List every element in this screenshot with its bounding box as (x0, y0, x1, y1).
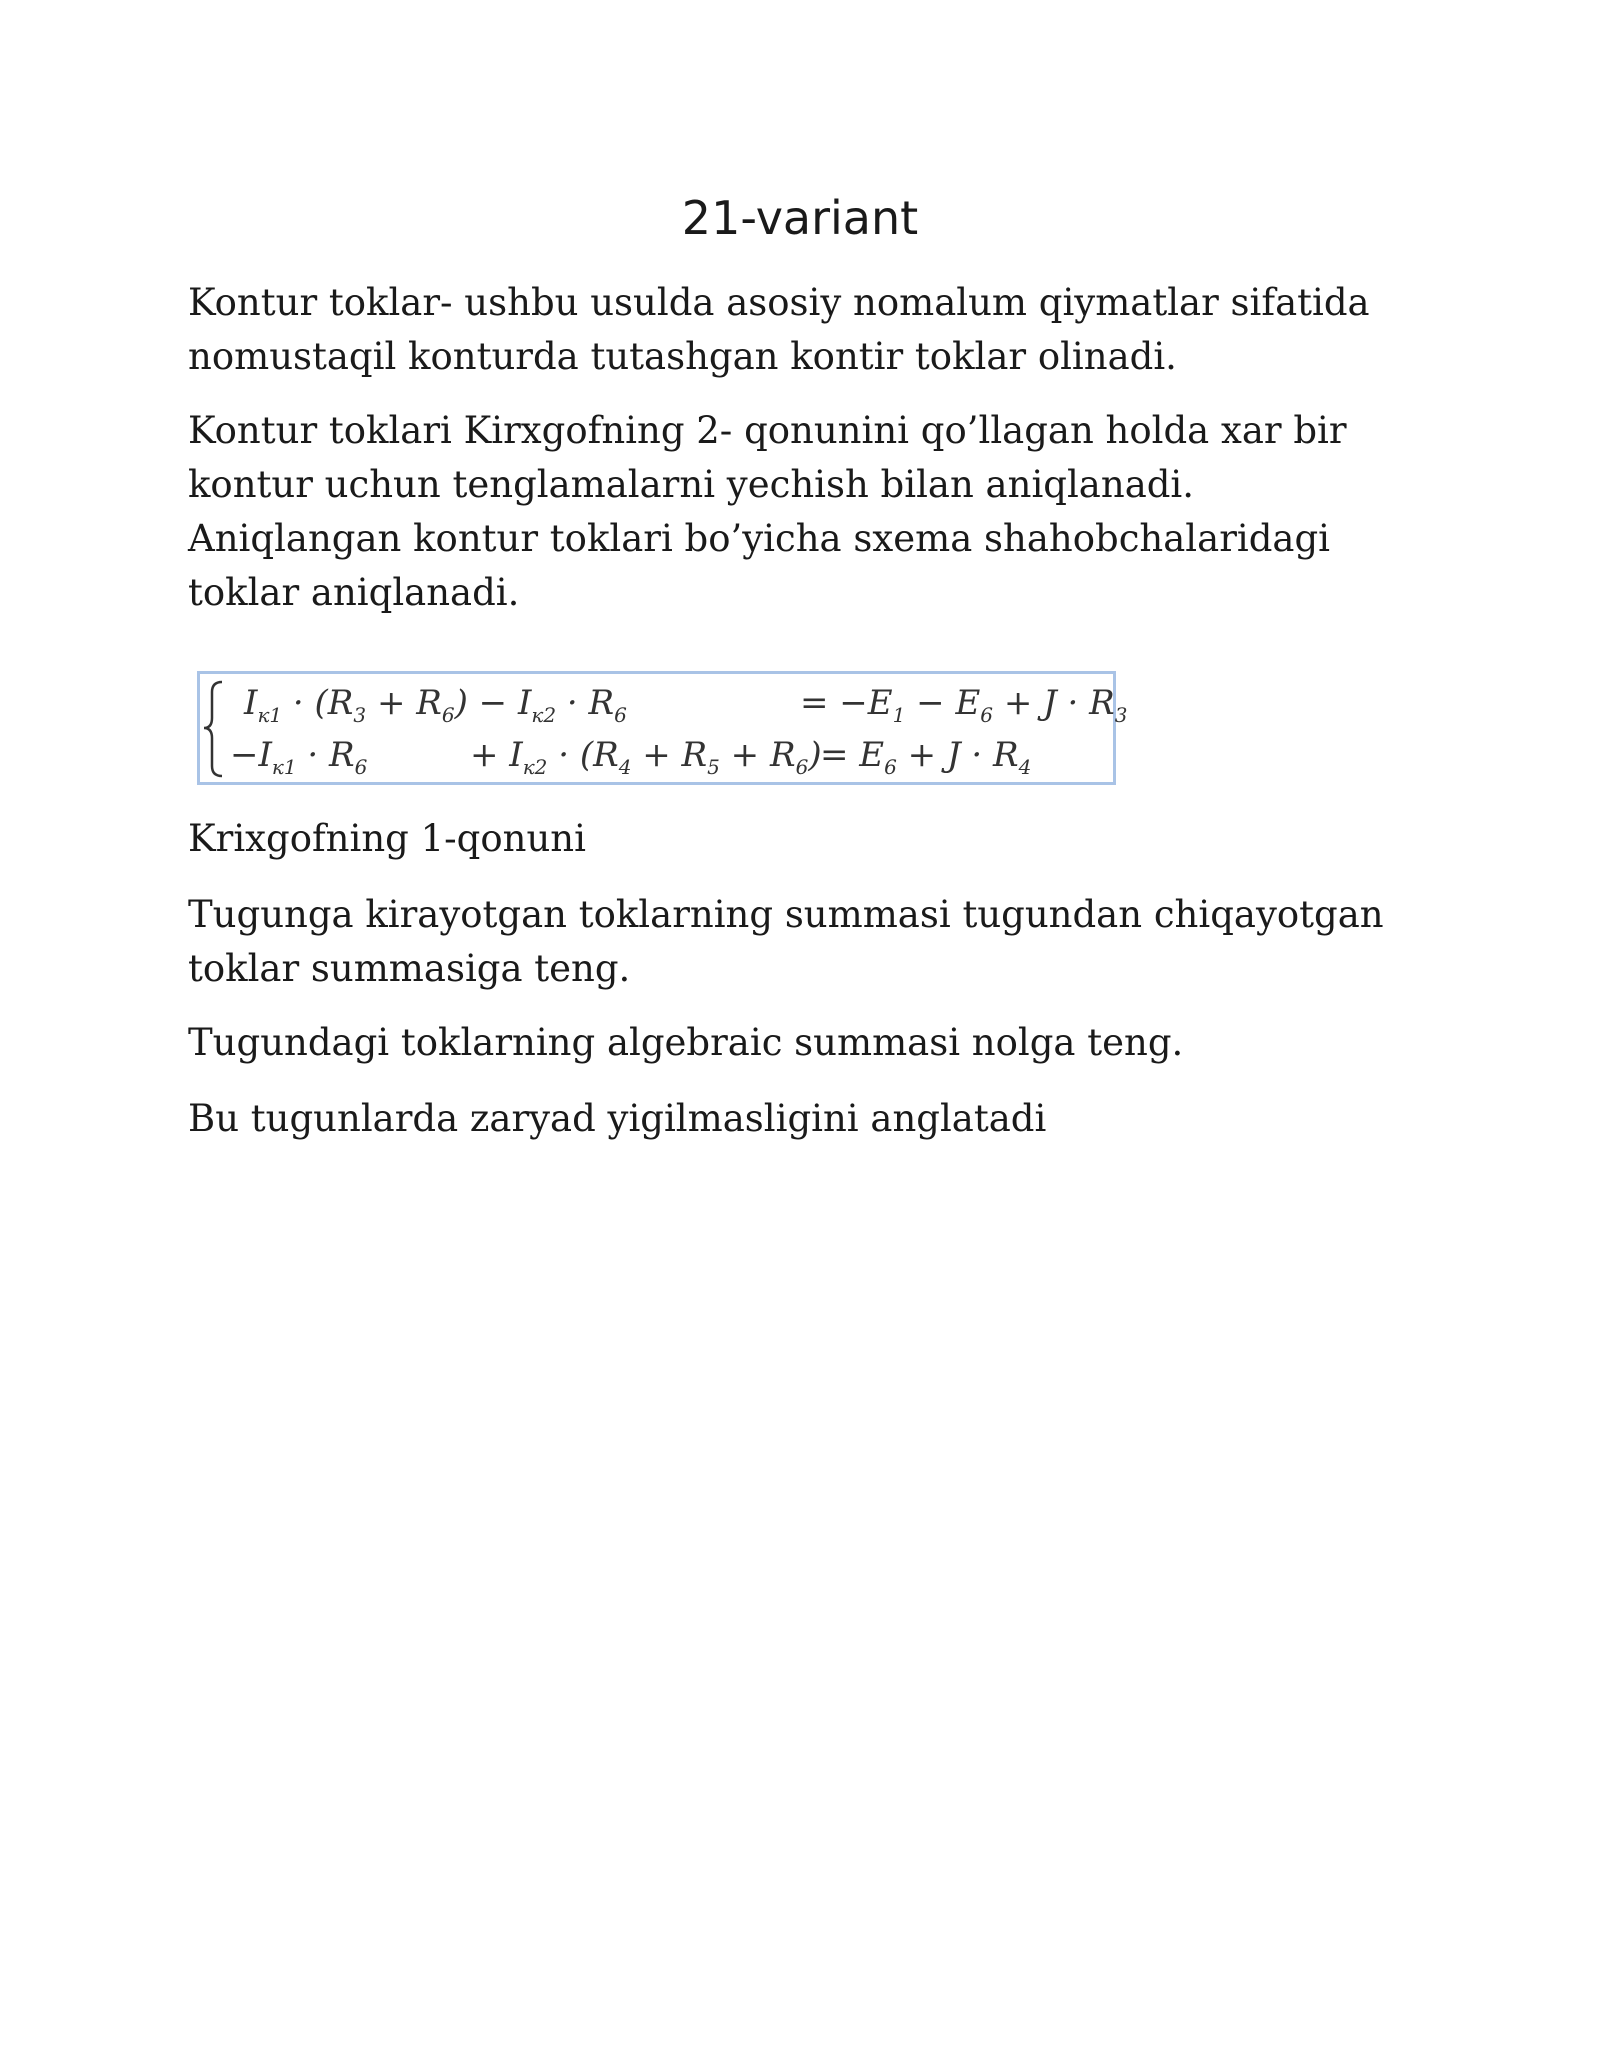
paragraph-kirchhoff-second-law (188, 404, 1418, 620)
heading-kirchhoff-first-law (188, 812, 1418, 866)
paragraph-text: Kontur toklar- ushbu usulda asosiy nomalum qiymatlar sifatida nomustaqil konturda tutashgan kontir toklar olinadi. (188, 281, 1370, 378)
equation-line2-middle: + $I_{к2} \cdot (R_4 + R_5 + R_6)$ (470, 735, 822, 779)
page-title: 21-variant (681, 191, 919, 245)
paragraph-text: Tugunga kirayotgan toklarning summasi tugundan chiqayotgan toklar summasiga teng. (188, 893, 1384, 990)
paragraph-algebraic-sum (188, 1016, 1418, 1070)
paragraph-text: Krixgofning 1-qonuni (188, 817, 586, 860)
left-brace-icon (204, 682, 222, 776)
paragraph-text: Tugundagi toklarning algebraic summasi nolga teng. (188, 1021, 1184, 1064)
paragraph-charge-accumulation (188, 1092, 1418, 1146)
equation-line1-left: $I_{к1} \cdot (R_3 + R_6) - I_{к2} \cdot R_6$ (244, 683, 627, 727)
equation-system-svg (200, 674, 1128, 782)
equation-line2-left: $-I_{к1} \cdot R_6$ (230, 735, 368, 779)
paragraph-contour-currents-definition (188, 276, 1418, 384)
paragraph-node-currents-sum (188, 888, 1418, 996)
paragraph-text: Bu tugunlarda zaryad yigilmasligini anglatadi (188, 1097, 1047, 1140)
equation-line2-right: = $E_6 + J \cdot R_4$ (820, 735, 1032, 779)
equation-line1-right: = $-E_1 - E_6 + J \cdot R_3$ (800, 683, 1128, 727)
equation-system-image (197, 671, 1128, 785)
paragraph-text: Kontur toklari Kirxgofning 2- qonunini qo’llagan holda xar bir kontur uchun tenglamalarni yechish bilan aniqlanadi. Aniqlangan kontur toklari bo’yicha sxema shahobchalaridagi toklar aniqlanadi. (188, 409, 1347, 614)
